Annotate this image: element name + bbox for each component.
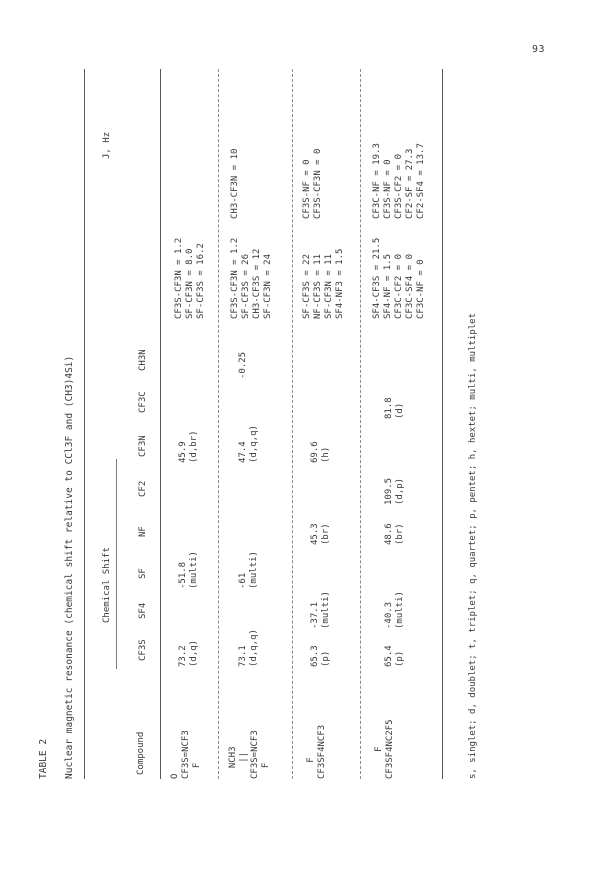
- header-nf: NF: [138, 526, 148, 537]
- row2-compound: NCH3 || CF3S=NCF3 F: [228, 730, 271, 779]
- table-caption: TABLE 2: [38, 738, 49, 779]
- header-bottom-rule: [160, 69, 161, 779]
- row1-compound: O CF3S=NCF3 F: [170, 730, 202, 779]
- row1-cf3n: 45.9 (d,br): [178, 430, 199, 463]
- header-chemical-shift: Chemical Shift: [102, 547, 112, 623]
- header-sf: SF: [138, 568, 148, 579]
- row3-cf3s: 65.3 (p): [310, 645, 331, 667]
- row2-ch3n: -0.25: [238, 351, 248, 379]
- row4-cf3s: 65.4 (p): [384, 645, 405, 667]
- row4-nf: 48.6 (br): [384, 523, 405, 545]
- row2-j1: CF3S-CF3N = 1.2 SF-CF3S = 26 CH3-CF3S = 12 SF-CF3N = 24: [230, 237, 273, 319]
- header-cf3n: CF3N: [138, 435, 148, 457]
- row4-cf3c: 81.8 (d): [384, 397, 405, 419]
- bottom-rule: [442, 69, 443, 779]
- row4-compound: F CF3SF4NC2F5: [374, 719, 395, 779]
- row2-cf3n: 47.4 (d,q,q): [238, 425, 259, 463]
- row2-cf3s: 73.1 (d,q,q): [238, 629, 259, 667]
- row2-j2: CH3-CF3N = 10: [230, 148, 240, 219]
- row3-nf: 45.3 (br): [310, 523, 331, 545]
- top-rule: [84, 69, 85, 779]
- header-cf3c: CF3C: [138, 391, 148, 413]
- row1-sf: -51.8 (multi): [178, 551, 199, 589]
- header-compound: Compound: [136, 731, 146, 775]
- chemical-shift-rule: [116, 459, 117, 669]
- row3-j2: CF3S-NF = 0 CF3S-CF3N = 0: [302, 148, 323, 219]
- row3-j1: SF-CF3S = 22 NF-CF3S = 11 SF-CF3N = 11 SF4-NF3 = 1.5: [302, 248, 345, 319]
- row2-sf: -61 (multi): [238, 551, 259, 589]
- row4-j2: CF3C-NF = 19.3 CF3S-NF = 0 CF3S-CF2 = 0 CF2-SF = 27.3 CF2-SF4 = 13.7: [372, 143, 426, 219]
- header-cf2: CF2: [138, 480, 148, 497]
- row4-cf2: 109.5 (d,p): [384, 477, 405, 505]
- header-cf3s: CF3S: [138, 639, 148, 661]
- row1-divider: [218, 69, 219, 779]
- header-sf4: SF4: [138, 602, 148, 619]
- table-footnote: s, singlet; d, doublet; t, triplet; q, quartet; p, pentet; h, hextet; multi, multiplet: [468, 313, 478, 779]
- row3-sf4: -37.1 (multi): [310, 591, 331, 629]
- header-j: J, Hz: [102, 131, 112, 159]
- page-number: 93: [532, 44, 546, 55]
- row3-divider: [360, 69, 361, 779]
- header-ch3n: CH3N: [138, 349, 148, 371]
- row1-j1: CF3S-CF3N = 1.2 SF-CF3N = 8.0 SF-CF3S = 16.2: [174, 237, 206, 319]
- row3-cf3n: 69.6 (h): [310, 441, 331, 463]
- table-title: Nuclear magnetic resonance (chemical shift relative to CCl3F and (CH3)4Si): [64, 355, 75, 779]
- rotated-table-block: [38, 49, 538, 779]
- row1-cf3s: 73.2 (d,q): [178, 639, 199, 667]
- row4-j1: SF4-CF3S = 21.5 SF4-NF = 1.5 CF3C-CF2 = 0 CF3C-SF4 = 0 CF3C-NF = 0: [372, 237, 426, 319]
- row4-sf4: -40.3 (multi): [384, 591, 405, 629]
- row3-compound: F CF3SF4NCF3: [306, 724, 327, 779]
- row2-divider: [292, 69, 293, 779]
